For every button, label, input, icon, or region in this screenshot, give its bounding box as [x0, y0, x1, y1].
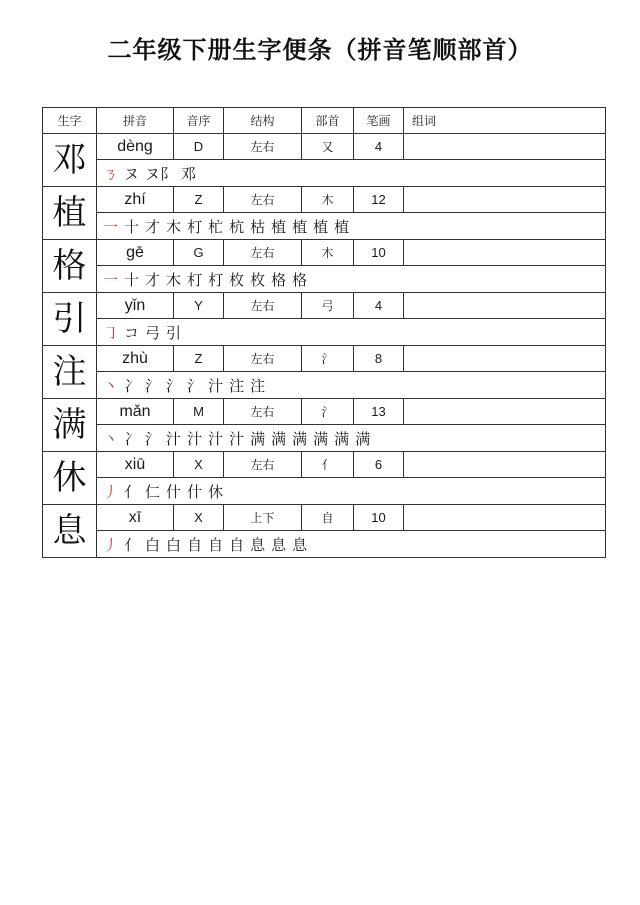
- pinyin-cell: mǎn: [97, 399, 174, 425]
- stroke-step: 枚: [250, 270, 266, 289]
- stroke-step: 植: [313, 217, 329, 236]
- stroke-step: 冫: [124, 376, 140, 395]
- initial-cell: X: [174, 452, 224, 478]
- header-radical: 部首: [302, 108, 354, 134]
- radical-cell: 亻: [302, 452, 354, 478]
- stroke-step: 注: [250, 376, 266, 395]
- stroke-step: 格: [292, 270, 308, 289]
- stroke-step: 满: [250, 429, 266, 448]
- stroke-step: 汁: [166, 429, 182, 448]
- stroke-step: 满: [292, 429, 308, 448]
- stroke-step: 氵: [166, 376, 182, 395]
- stroke-step: 引: [166, 323, 182, 342]
- stroke-order-row: [43, 372, 606, 399]
- radical-cell: 氵: [302, 346, 354, 372]
- stroke-step: 邓: [181, 164, 197, 183]
- stroke-step: 满: [271, 429, 287, 448]
- stroke-step: 才: [145, 217, 161, 236]
- stroke-order-row: [43, 319, 606, 346]
- stroke-step: 满: [334, 429, 350, 448]
- table-row: [43, 134, 606, 160]
- stroke-count-cell: 13: [354, 399, 404, 425]
- radical-cell: 又: [302, 134, 354, 160]
- stroke-order-cell: [97, 425, 606, 452]
- stroke-step: 自: [208, 535, 224, 554]
- stroke-step: 汁: [229, 429, 245, 448]
- structure-cell: 左右: [224, 452, 302, 478]
- stroke-step: コ: [124, 323, 140, 342]
- stroke-step: 一: [103, 270, 119, 289]
- stroke-order-cell: [97, 531, 606, 558]
- stroke-step: 丿: [103, 482, 119, 501]
- stroke-step: 植: [271, 217, 287, 236]
- stroke-step: 汁: [208, 376, 224, 395]
- structure-cell: 左右: [224, 134, 302, 160]
- pinyin-cell: xī: [97, 505, 174, 531]
- words-cell[interactable]: [404, 240, 606, 266]
- stroke-step: 什: [166, 482, 182, 501]
- structure-cell: 上下: [224, 505, 302, 531]
- header-char: 生字: [43, 108, 97, 134]
- initial-cell: Z: [174, 187, 224, 213]
- initial-cell: Z: [174, 346, 224, 372]
- stroke-step: 满: [355, 429, 371, 448]
- stroke-step: 满: [313, 429, 329, 448]
- stroke-step: 息: [292, 535, 308, 554]
- stroke-order-cell: [97, 478, 606, 505]
- structure-cell: 左右: [224, 240, 302, 266]
- stroke-count-cell: 12: [354, 187, 404, 213]
- stroke-step: 木: [166, 217, 182, 236]
- stroke-step: 什: [187, 482, 203, 501]
- character-cell: 休: [43, 452, 97, 505]
- stroke-step: 植: [334, 217, 350, 236]
- pinyin-cell: zhù: [97, 346, 174, 372]
- stroke-order-cell: [97, 372, 606, 399]
- character-cell: 植: [43, 187, 97, 240]
- stroke-order-row: [43, 531, 606, 558]
- stroke-step: 杧: [208, 217, 224, 236]
- table-row: [43, 187, 606, 213]
- stroke-step: ㄋ: [103, 164, 119, 183]
- stroke-count-cell: 4: [354, 293, 404, 319]
- stroke-step: 氵: [145, 429, 161, 448]
- stroke-step: 注: [229, 376, 245, 395]
- stroke-order-cell: [97, 213, 606, 240]
- initial-cell: M: [174, 399, 224, 425]
- stroke-step: 朾: [187, 270, 203, 289]
- table-row: [43, 240, 606, 266]
- stroke-step: 丶: [103, 376, 119, 395]
- table-body: [43, 134, 606, 558]
- stroke-step: 格: [271, 270, 287, 289]
- stroke-step: 十: [124, 270, 140, 289]
- stroke-step: 一: [103, 217, 119, 236]
- character-table: [42, 107, 606, 558]
- words-cell[interactable]: [404, 293, 606, 319]
- stroke-order-cell: [97, 160, 606, 187]
- stroke-step: 木: [166, 270, 182, 289]
- stroke-count-cell: 6: [354, 452, 404, 478]
- stroke-step: ㇆: [103, 323, 119, 342]
- stroke-step: 仁: [145, 482, 161, 501]
- stroke-order-row: [43, 160, 606, 187]
- header-structure: 结构: [224, 108, 302, 134]
- stroke-step: 才: [145, 270, 161, 289]
- header-pinyin: 拼音: [97, 108, 174, 134]
- page-title: 二年级下册生字便条（拼音笔顺部首）: [107, 36, 533, 64]
- header-words: 组词: [404, 108, 606, 134]
- stroke-step: ヌ阝: [145, 164, 176, 183]
- pinyin-cell: zhí: [97, 187, 174, 213]
- words-cell[interactable]: [404, 346, 606, 372]
- character-cell: 满: [43, 399, 97, 452]
- header-row: [43, 108, 606, 134]
- words-cell[interactable]: [404, 399, 606, 425]
- stroke-count-cell: 8: [354, 346, 404, 372]
- stroke-step: 弓: [145, 323, 161, 342]
- pinyin-cell: yǐn: [97, 293, 174, 319]
- initial-cell: X: [174, 505, 224, 531]
- character-cell: 息: [43, 505, 97, 558]
- stroke-step: 朾: [187, 217, 203, 236]
- stroke-step: 枯: [250, 217, 266, 236]
- stroke-step: 植: [292, 217, 308, 236]
- stroke-step: 十: [124, 217, 140, 236]
- words-cell[interactable]: [404, 505, 606, 531]
- table-row: [43, 505, 606, 531]
- radical-cell: 木: [302, 240, 354, 266]
- initial-cell: D: [174, 134, 224, 160]
- stroke-step: 息: [250, 535, 266, 554]
- table-row: [43, 399, 606, 425]
- stroke-step: 息: [271, 535, 287, 554]
- structure-cell: 左右: [224, 187, 302, 213]
- stroke-count-cell: 4: [354, 134, 404, 160]
- stroke-step: 丶: [103, 429, 119, 448]
- stroke-step: 丿: [103, 535, 119, 554]
- radical-cell: 自: [302, 505, 354, 531]
- initial-cell: G: [174, 240, 224, 266]
- table-row: [43, 346, 606, 372]
- stroke-step: ヌ: [124, 164, 140, 183]
- stroke-step: 汁: [187, 429, 203, 448]
- stroke-order-row: [43, 266, 606, 293]
- stroke-step: 亻: [124, 535, 140, 554]
- structure-cell: 左右: [224, 293, 302, 319]
- stroke-order-row: [43, 213, 606, 240]
- stroke-step: 氵: [145, 376, 161, 395]
- stroke-step: 氵: [187, 376, 203, 395]
- words-cell[interactable]: [404, 187, 606, 213]
- table-row: [43, 293, 606, 319]
- radical-cell: 木: [302, 187, 354, 213]
- stroke-count-cell: 10: [354, 505, 404, 531]
- character-cell: 注: [43, 346, 97, 399]
- radical-cell: 氵: [302, 399, 354, 425]
- stroke-step: 白: [166, 535, 182, 554]
- stroke-count-cell: 10: [354, 240, 404, 266]
- character-cell: 引: [43, 293, 97, 346]
- header-initial: 音序: [174, 108, 224, 134]
- pinyin-cell: xiū: [97, 452, 174, 478]
- stroke-step: 冫: [124, 429, 140, 448]
- words-cell[interactable]: [404, 134, 606, 160]
- stroke-step: 休: [208, 482, 224, 501]
- stroke-order-row: [43, 478, 606, 505]
- stroke-order-cell: [97, 266, 606, 293]
- header-count: 笔画: [354, 108, 404, 134]
- stroke-step: 汁: [208, 429, 224, 448]
- stroke-step: 亻: [124, 482, 140, 501]
- radical-cell: 弓: [302, 293, 354, 319]
- stroke-step: 杭: [229, 217, 245, 236]
- character-cell: 邓: [43, 134, 97, 187]
- pinyin-cell: gē: [97, 240, 174, 266]
- table-row: [43, 452, 606, 478]
- stroke-step: 白: [145, 535, 161, 554]
- stroke-step: 枚: [229, 270, 245, 289]
- structure-cell: 左右: [224, 346, 302, 372]
- stroke-step: 自: [187, 535, 203, 554]
- words-cell[interactable]: [404, 452, 606, 478]
- stroke-step: 自: [229, 535, 245, 554]
- stroke-order-row: [43, 425, 606, 452]
- initial-cell: Y: [174, 293, 224, 319]
- character-cell: 格: [43, 240, 97, 293]
- stroke-step: 朾: [208, 270, 224, 289]
- stroke-order-cell: [97, 319, 606, 346]
- structure-cell: 左右: [224, 399, 302, 425]
- pinyin-cell: dèng: [97, 134, 174, 160]
